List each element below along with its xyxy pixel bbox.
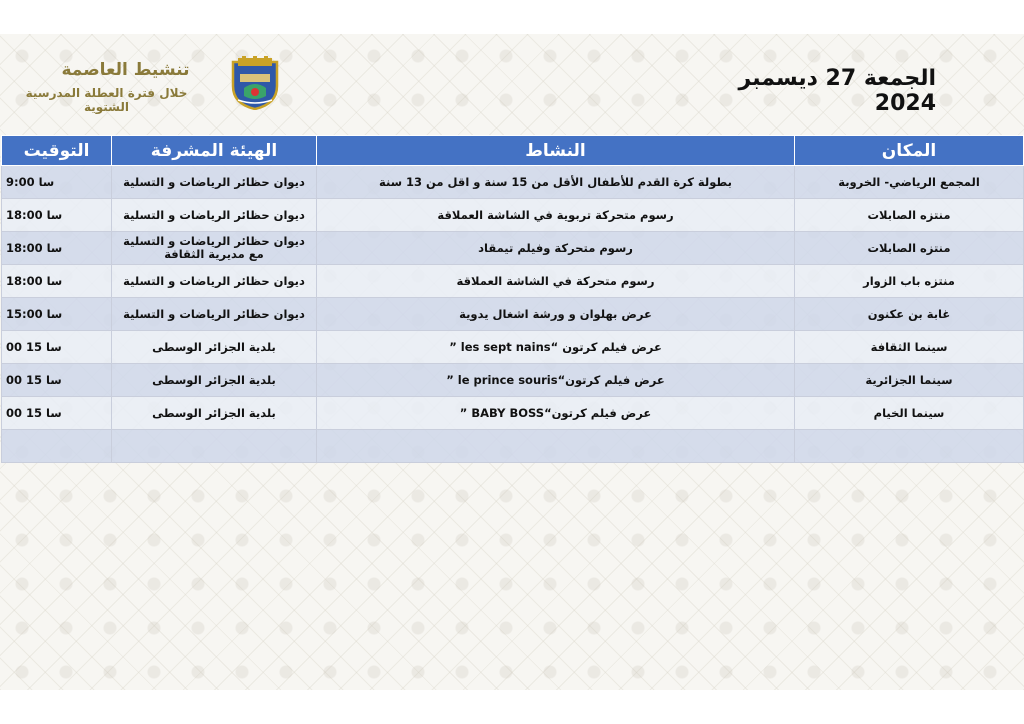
date-title: الجمعة 27 ديسمبر 2024	[738, 66, 936, 116]
cell-place: منتزه الصابلات	[795, 199, 1024, 232]
cell-activity: عرض فيلم كرتون“BABY BOSS ”	[317, 397, 795, 430]
cell-time: 00 سا 15	[2, 397, 112, 430]
cell-activity: عرض فيلم كرتون“le prince souris ”	[317, 364, 795, 397]
cell-activity: عرض بهلوان و ورشة اشغال يدوية	[317, 298, 795, 331]
cell-place: سينما الخيام	[795, 397, 1024, 430]
cell-organizer: بلدية الجزائر الوسطى	[112, 397, 317, 430]
org-title: تنشيط العاصمة	[61, 60, 190, 80]
table-row	[2, 364, 1024, 397]
table-header-row	[2, 136, 1024, 166]
cell-time	[2, 430, 112, 463]
cell-organizer: ديوان حظائر الرياضات و التسلية	[112, 199, 317, 232]
header-time: التوقيت	[2, 136, 112, 166]
cell-time: 00 سا 15	[2, 331, 112, 364]
cell-organizer: ديوان حظائر الرياضات و التسلية مع مديرية الثقافة	[112, 232, 317, 265]
org-subtitle: خلال فترة العطلة المدرسية الشتوية	[25, 86, 188, 114]
cell-time: 9:00 سا	[2, 166, 112, 199]
cell-organizer: بلدية الجزائر الوسطى	[112, 364, 317, 397]
cell-activity: رسوم متحركة في الشاشة العملاقة	[317, 265, 795, 298]
cell-time: 00 سا 15	[2, 364, 112, 397]
cell-place: غابة بن عكنون	[795, 298, 1024, 331]
cell-activity: رسوم متحركة وفيلم تيمقاد	[317, 232, 795, 265]
header-organizer: الهيئة المشرفة	[112, 136, 317, 166]
algiers-emblem-icon	[230, 56, 280, 110]
header-activity: النشاط	[317, 136, 795, 166]
cell-organizer: بلدية الجزائر الوسطى	[112, 331, 317, 364]
cell-place: سينما الجزائرية	[795, 364, 1024, 397]
cell-activity: عرض فيلم كرتون “les sept nains ”	[317, 331, 795, 364]
cell-place: منتزه الصابلات	[795, 232, 1024, 265]
table-row	[2, 232, 1024, 265]
cell-place: المجمع الرياضي- الخروبة	[795, 166, 1024, 199]
table-row-empty	[2, 430, 1024, 463]
table-row	[2, 166, 1024, 199]
cell-organizer: ديوان حظائر الرياضات و التسلية	[112, 166, 317, 199]
cell-time: 18:00 سا	[2, 199, 112, 232]
cell-organizer: ديوان حظائر الرياضات و التسلية	[112, 265, 317, 298]
table-row	[2, 397, 1024, 430]
cell-place: منتزه باب الزوار	[795, 265, 1024, 298]
cell-activity: رسوم متحركة تربوية في الشاشة العملاقة	[317, 199, 795, 232]
organization-header	[4, 60, 209, 114]
header-place: المكان	[795, 136, 1024, 166]
table-row	[2, 331, 1024, 364]
cell-time: 15:00 سا	[2, 298, 112, 331]
cell-organizer: ديوان حظائر الرياضات و التسلية	[112, 298, 317, 331]
schedule-table	[1, 135, 1024, 463]
cell-place: سينما الثقافة	[795, 331, 1024, 364]
cell-organizer	[112, 430, 317, 463]
cell-activity: بطولة كرة القدم للأطفال الأقل من 15 سنة و اقل من 13 سنة	[317, 166, 795, 199]
cell-activity	[317, 430, 795, 463]
table-row	[2, 298, 1024, 331]
table-row	[2, 199, 1024, 232]
cell-place	[795, 430, 1024, 463]
cell-time: 18:00 سا	[2, 265, 112, 298]
table-row	[2, 265, 1024, 298]
cell-time: 18:00 سا	[2, 232, 112, 265]
